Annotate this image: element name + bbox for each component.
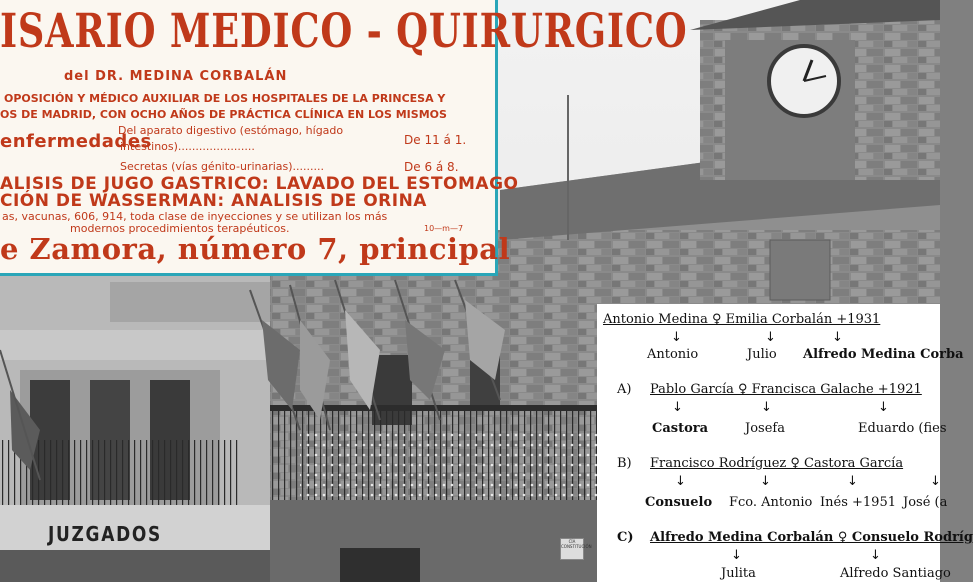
clipping-hours-2: De 6 á 8. [404,160,459,174]
tree-label-c: C) [617,530,634,545]
tree-child-a: Josefa [745,421,785,436]
clipping-subtitle: del DR. MEDINA CORBALÁN [64,69,288,84]
down-arrow-icon: ↓ [731,548,742,563]
tree-child-b: José (a [903,495,948,510]
family-tree [597,304,973,582]
tree-couple-b: Francisco Rodríguez ♀ Castora García [650,456,904,471]
down-arrow-icon: ↓ [761,400,772,415]
newspaper-clipping [0,0,688,276]
tree-label-a: A) [617,382,632,397]
tree-couple-c: Alfredo Medina Corbalán ♀ Consuelo Rodríg [650,530,973,545]
tree-root-child: Alfredo Medina Corba [803,347,964,362]
clipping-line-1: OPOSICIÓN Y MÉDICO AUXILIAR DE LOS HOSPITALES DE LA PRINCESA Y [4,92,446,105]
tree-child-a: Eduardo (fies [858,421,947,436]
clipping-code: 10—m—7 [424,224,464,233]
clipping-modernos: modernos procedimientos terapéuticos. [70,222,290,235]
tree-root-child: Antonio [647,347,699,362]
tree-child-b: Consuelo [645,495,713,510]
down-arrow-icon: ↓ [675,474,686,489]
tree-child-c: Alfredo Santiago [840,566,951,581]
tree-child-b: Fco. Antonio [729,495,813,510]
tree-child-b: Inés +1951 [820,495,896,510]
clipping-wasserman: CIÓN DE WASSERMAN: ANALISIS DE ORINA [0,191,427,211]
clipping-address: e Zamora, número 7, principal [0,232,511,266]
tree-child-c: Julita [721,566,756,581]
down-arrow-icon: ↓ [847,474,858,489]
down-arrow-icon: ↓ [930,474,941,489]
down-arrow-icon: ↓ [671,330,682,345]
clipping-secretas: Secretas (vías génito-urinarias)......... [120,160,325,173]
down-arrow-icon: ↓ [765,330,776,345]
clipping-hours-1: De 11 á 1. [404,133,467,147]
tree-label-b: B) [617,456,632,471]
down-arrow-icon: ↓ [672,400,683,415]
clipping-title: ISARIO MEDICO - QUIRURGICO [0,4,688,59]
down-arrow-icon: ↓ [878,400,889,415]
down-arrow-icon: ↓ [870,548,881,563]
down-arrow-icon: ↓ [760,474,771,489]
clipping-jugo: ALISIS DE JUGO GASTRICO: LAVADO DEL ESTOMAGO [0,174,519,194]
juzgados-sign: JUZGADOS [48,522,162,546]
clipping-line-2: OS DE MADRID, CON OCHO AÑOS DE PRÁCTICA CLÍNICA EN LOS MISMOS [0,108,447,121]
clipping-intestinos: intestinos)...................... [120,140,255,153]
clipping-digestivo: Del aparato digestivo (estómago, hígado [118,124,344,137]
tree-root-couple: Antonio Medina ♀ Emilia Corbalán +1931 [603,312,881,327]
tree-root-child: Julio [747,347,777,362]
tree-couple-a: Pablo García ♀ Francisca Galache +1921 [650,382,922,397]
down-arrow-icon: ↓ [832,330,843,345]
clipping-enfermedades: enfermedades [0,131,152,152]
street-sign: CÍA CONSTITUCIÓN [560,538,584,560]
tree-child-a: Castora [652,421,709,436]
clipping-vacunas: as, vacunas, 606, 914, toda clase de inyecciones y se utilizan los más [2,210,388,223]
